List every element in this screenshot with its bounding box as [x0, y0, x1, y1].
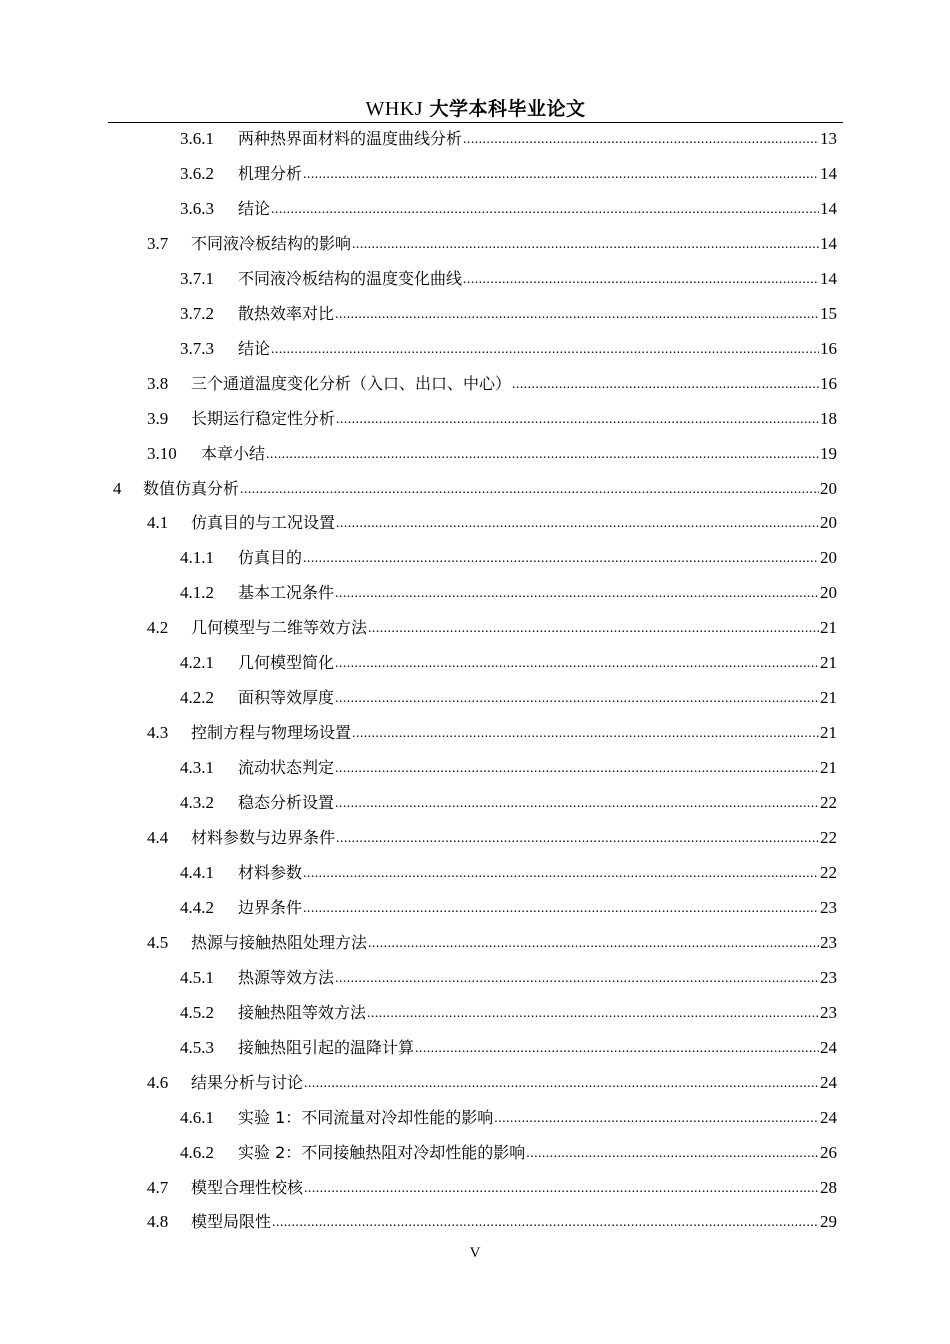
toc-entry-title: 材料参数与边界条件 [191, 828, 336, 847]
toc-entry-number: 4.1.2 [180, 583, 214, 603]
toc-leader-dots [512, 376, 819, 394]
toc-entry[interactable] [147, 503, 837, 533]
toc-entry-number: 4.3.1 [180, 758, 214, 778]
toc-entry-number: 4.7 [147, 1177, 169, 1197]
toc-entry[interactable] [180, 783, 837, 813]
toc-entry-page: 18 [820, 408, 837, 428]
toc-entry-number: 4.2.2 [180, 688, 214, 708]
toc-entry[interactable] [180, 154, 837, 184]
toc-entry[interactable] [147, 1168, 837, 1198]
toc-entry-title: 边界条件 [238, 897, 303, 917]
toc-leader-dots [494, 1110, 819, 1128]
toc-leader-dots [303, 550, 819, 568]
toc-entry-page: 23 [820, 932, 837, 952]
toc-leader-dots [272, 1214, 819, 1232]
toc-entry[interactable] [180, 853, 837, 883]
toc-entry[interactable] [147, 224, 837, 254]
toc-entry-page: 20 [820, 548, 837, 568]
toc-entry[interactable] [147, 1063, 837, 1093]
toc-entry-number: 4.4.1 [180, 862, 214, 882]
toc-entry-title: 仿真目的与工况设置 [191, 513, 336, 533]
toc-leader-dots [335, 306, 819, 324]
toc-entry-title: 热源与接触热阻处理方法 [191, 932, 368, 952]
toc-entry-page: 13 [820, 129, 837, 148]
page-number: V [469, 1245, 481, 1261]
toc-entry-number: 4.6.2 [180, 1142, 214, 1162]
toc-entry-title: 面积等效厚度 [238, 688, 335, 708]
toc-entry-number: 4.4.2 [180, 897, 214, 917]
toc-entry-title: 机理分析 [238, 163, 303, 183]
toc-entry-title: 本章小结 [201, 443, 266, 463]
toc-entry[interactable] [180, 538, 837, 568]
toc-entry-number: 4.3.2 [180, 793, 214, 813]
toc-entry-title: 接触热阻等效方法 [238, 1002, 367, 1022]
toc-leader-dots [335, 970, 819, 988]
toc-entry-page: 26 [820, 1142, 837, 1162]
toc-leader-dots [304, 1180, 819, 1198]
toc-entry[interactable] [180, 259, 837, 289]
toc-entry-page: 23 [820, 1002, 837, 1022]
toc-entry-number: 3.7.1 [180, 268, 214, 288]
toc-leader-dots [415, 1040, 819, 1058]
toc-entry-title: 几何模型简化 [238, 653, 335, 673]
toc-entry-page: 21 [820, 758, 837, 778]
toc-entry-page: 22 [820, 862, 837, 882]
toc-leader-dots [526, 1145, 819, 1163]
toc-entry-title: 结论 [238, 338, 271, 358]
toc-entry-title: 稳态分析设置 [238, 793, 335, 813]
toc-entry-number: 3.9 [147, 408, 169, 428]
toc-leader-dots [335, 795, 819, 813]
toc-entry-number: 4.6 [147, 1072, 169, 1092]
toc-entry-page: 22 [820, 793, 837, 813]
toc-entry-page: 21 [820, 653, 837, 673]
toc-leader-dots [303, 166, 819, 184]
toc-entry-title: 基本工况条件 [238, 583, 335, 603]
toc-leader-dots [463, 271, 819, 289]
toc-entry-title: 结果分析与讨论 [191, 1072, 304, 1092]
toc-entry-page: 29 [820, 1212, 837, 1232]
toc-entry-title: 数值仿真分析 [143, 478, 240, 498]
toc-entry[interactable] [180, 329, 837, 359]
toc-entry-page: 16 [820, 373, 837, 393]
toc-entry-number: 3.7.3 [180, 338, 214, 358]
toc-entry[interactable] [180, 958, 837, 988]
toc-entry[interactable] [180, 748, 837, 778]
toc-entry-page: 14 [820, 268, 837, 288]
toc-leader-dots [304, 1075, 819, 1093]
toc-entry-title: 实验 2：不同接触热阻对冷却性能的影响 [238, 1142, 526, 1162]
toc-entry-page: 20 [820, 583, 837, 603]
toc-leader-dots [335, 690, 819, 708]
toc-entry-number: 4.8 [147, 1212, 169, 1232]
toc-entry-title: 接触热阻引起的温降计算 [238, 1037, 415, 1057]
toc-entry[interactable] [180, 189, 837, 219]
toc-leader-dots [367, 1005, 819, 1023]
toc-entry-number: 4.3 [147, 723, 169, 743]
toc-entry-page: 24 [820, 1107, 837, 1127]
toc-entry-page: 14 [820, 233, 837, 253]
toc-entry-page: 22 [820, 828, 837, 847]
toc-leader-dots [463, 131, 819, 149]
toc-entry[interactable] [147, 434, 837, 464]
toc-leader-dots [303, 865, 819, 883]
toc-leader-dots [368, 620, 819, 638]
toc-entry[interactable] [180, 888, 837, 918]
toc-entry-title: 三个通道温度变化分析（入口、出口、中心） [191, 373, 512, 393]
toc-entry-page: 21 [820, 618, 837, 638]
toc-entry[interactable] [147, 713, 837, 743]
toc-leader-dots [271, 201, 819, 219]
toc-entry-number: 3.8 [147, 373, 169, 393]
toc-entry-page: 14 [820, 163, 837, 183]
toc-entry-number: 3.6.2 [180, 163, 214, 183]
toc-entry-page: 23 [820, 967, 837, 987]
toc-entry-title: 长期运行稳定性分析 [191, 408, 336, 428]
toc-leader-dots [240, 481, 819, 499]
toc-leader-dots [336, 411, 819, 429]
toc-leader-dots [335, 655, 819, 673]
toc-leader-dots [271, 341, 819, 359]
toc-entry[interactable] [180, 573, 837, 603]
toc-entry-number: 4.5.3 [180, 1037, 214, 1057]
toc-leader-dots [335, 760, 819, 778]
toc-entry-page: 28 [820, 1177, 837, 1197]
toc-entry-number: 3.7 [147, 233, 169, 253]
toc-entry[interactable] [180, 1133, 837, 1163]
toc-entry-number: 4.5.2 [180, 1002, 214, 1022]
toc-entry[interactable] [147, 608, 837, 638]
toc-entry-page: 24 [820, 1037, 837, 1057]
toc-leader-dots [368, 935, 819, 953]
toc-entry-title: 几何模型与二维等效方法 [191, 618, 368, 638]
toc-entry-title: 实验 1：不同流量对冷却性能的影响 [238, 1107, 494, 1127]
toc-leader-dots [303, 900, 819, 918]
toc-entry[interactable] [147, 923, 837, 953]
toc-entry[interactable] [180, 993, 837, 1023]
toc-entry-number: 4.5.1 [180, 967, 214, 987]
toc-entry[interactable] [180, 643, 837, 673]
toc-entry-page: 20 [820, 478, 837, 498]
header-cn: 大学本科毕业论文 [429, 98, 586, 120]
toc-leader-dots [352, 236, 819, 254]
toc-entry-number: 4 [113, 478, 122, 498]
toc-entry[interactable] [180, 678, 837, 708]
toc-entry-number: 4.1.1 [180, 548, 214, 568]
toc-entry-title: 材料参数 [238, 862, 303, 882]
toc-entry-title: 结论 [238, 198, 271, 218]
toc-leader-dots [335, 585, 819, 603]
toc-entry-title: 流动状态判定 [238, 758, 335, 778]
toc-entry-title: 控制方程与物理场设置 [191, 723, 352, 743]
toc-entry-title: 不同液冷板结构的温度变化曲线 [238, 268, 463, 288]
toc-entry-title: 不同液冷板结构的影响 [191, 233, 352, 253]
toc-entry-title: 两种热界面材料的温度曲线分析 [238, 129, 463, 148]
toc-leader-dots [336, 515, 819, 533]
toc-entry-page: 15 [820, 303, 837, 323]
toc-entry-number: 3.10 [147, 443, 177, 463]
toc-entry[interactable] [113, 469, 837, 499]
header-en: WHKJ [365, 98, 423, 120]
toc-entry[interactable] [147, 399, 837, 429]
toc-entry-title: 模型局限性 [191, 1212, 272, 1232]
toc-entry[interactable] [147, 364, 837, 394]
toc-entry[interactable] [180, 1098, 837, 1128]
toc-leader-dots [266, 446, 819, 464]
toc-entry[interactable] [147, 1202, 837, 1232]
toc-entry-page: 21 [820, 723, 837, 743]
toc-entry-page: 20 [820, 513, 837, 533]
toc-entry-page: 19 [820, 443, 837, 463]
toc-leader-dots [352, 725, 819, 743]
toc-leader-dots [336, 830, 819, 848]
toc-entry[interactable] [180, 1028, 837, 1058]
toc-entry-title: 散热效率对比 [238, 303, 335, 323]
toc-entry-page: 21 [820, 688, 837, 708]
toc-entry-page: 23 [820, 897, 837, 917]
toc-entry-number: 3.6.3 [180, 198, 214, 218]
toc-entry-number: 4.4 [147, 828, 169, 847]
toc-entry[interactable] [180, 294, 837, 324]
toc-entry-number: 4.2 [147, 618, 169, 638]
toc-entry-number: 3.6.1 [180, 129, 214, 148]
toc-entry[interactable] [180, 119, 837, 149]
toc-entry-title: 模型合理性校核 [191, 1177, 304, 1197]
toc-entry-number: 4.2.1 [180, 653, 214, 673]
toc-entry-number: 4.1 [147, 513, 169, 533]
toc-entry-title: 热源等效方法 [238, 967, 335, 987]
toc-entry-title: 仿真目的 [238, 548, 303, 568]
toc-entry-number: 4.6.1 [180, 1107, 214, 1127]
toc-entry-number: 3.7.2 [180, 303, 214, 323]
toc-entry-page: 14 [820, 198, 837, 218]
toc-entry-page: 16 [820, 338, 837, 358]
toc-entry-page: 24 [820, 1072, 837, 1092]
toc-entry[interactable] [147, 818, 837, 848]
toc-entry-number: 4.5 [147, 932, 169, 952]
